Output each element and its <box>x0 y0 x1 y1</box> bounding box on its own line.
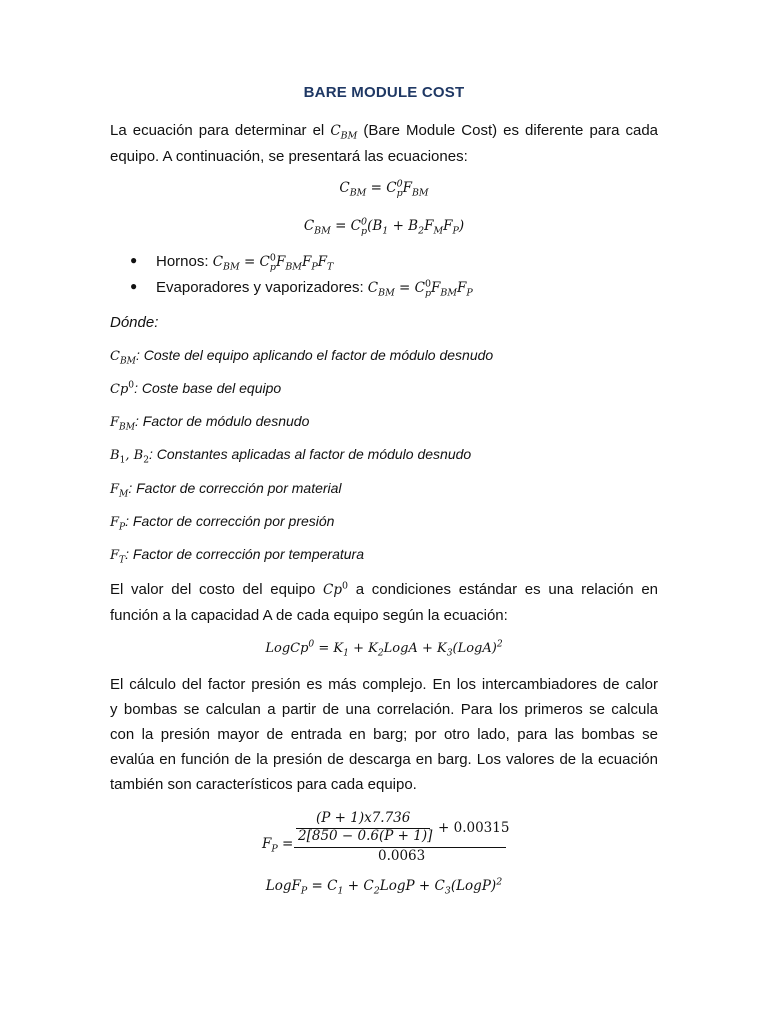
equation-fp-fraction <box>262 808 522 864</box>
equation-cbm-basic: $C_{BM} = C^0_pF_{BM}$ <box>339 178 429 199</box>
intro-line-2: equipo. A continuación, se presentará las ecuaciones: <box>110 148 468 165</box>
bullet-evaporadores: ● Evaporadores y vaporizadores: $C_{BM} = C^0_pF_{BM}F_P$ <box>130 278 473 299</box>
equation-evaporadores: $C_{BM} = C^0_pF_{BM}F_P$ <box>367 278 473 299</box>
paragraph-costo-equipo <box>110 577 658 628</box>
definition-ft: $F_T$: Factor de corrección por temperatura <box>110 546 364 566</box>
paragraph-3-line-3: con la presión mayor de entrada en barg; por otro lado, para las bombas se <box>110 726 658 743</box>
paragraph-2-line-2: función a la capacidad A de cada equipo según la ecuación: <box>110 607 508 624</box>
paragraph-3-line-2: y bombas se calculan a partir de una correlación. Para los primeros se calcula <box>110 701 658 718</box>
fraction-numerator-top: (P + 1)x7.736 <box>316 810 411 826</box>
bullet-hornos: ● Hornos: $C_{BM} = C^0_pF_{BM}F_PF_T$ <box>130 252 334 273</box>
definition-fbm: $F_{BM}$: Factor de módulo desnudo <box>110 413 310 433</box>
page-title: BARE MODULE COST <box>303 84 465 101</box>
definition-fp: $F_P$: Factor de corrección por presión <box>110 513 335 533</box>
paragraph-3-line-5: también son característicos para cada equipo. <box>110 776 417 793</box>
paragraph-3-line-4: evalúa en función de la presión de descarga en barg. Los valores de la ecuación <box>110 751 658 768</box>
cbm-symbol: $C_{BM}$ <box>330 123 358 142</box>
intro-line-1: La ecuación para determinar el $C_{BM}$ (Bare Module Cost) es diferente para cada <box>110 122 659 142</box>
fraction-plus-term: + 0.00315 <box>438 820 510 836</box>
definition-fm: $F_M$: Factor de corrección por material <box>110 480 342 500</box>
definition-cp0: Cp$^0$: Coste base del equipo <box>110 380 282 397</box>
paragraph-2-line-1: El valor del costo del equipo Cp$^0$ a condiciones estándar es una relación en <box>110 580 659 598</box>
paragraph-3-line-1: El cálculo del factor presión es más complejo. En los intercambiadores de calor <box>110 676 658 693</box>
intro-paragraph <box>110 118 658 169</box>
equation-log-fp: LogF$_P$ = $C_1$ + $C_2LogP$ + $C_3(LogP)^2$ <box>265 876 503 897</box>
definition-b1-b2: $B_1$, $B_2$: Constantes aplicadas al factor de módulo desnudo <box>110 446 472 466</box>
fraction-denominator: 0.0063 <box>378 848 426 864</box>
equation-cbm-b1b2: $C_{BM} = C^0_p(B_1 + B_2F_MF_P)$ <box>303 216 465 237</box>
definition-cbm: $C_{BM}$: Coste del equipo aplicando el factor de módulo desnudo <box>110 347 494 367</box>
paragraph-factor-presion <box>110 672 658 797</box>
fraction-numerator-denominator: 2[850 − 0.6(P + 1)] <box>298 828 433 844</box>
equation-log-cp0: LogCp$^0$ = $K_1$ + $K_2LogA$ + $K_3(LogA)^2$ <box>265 639 503 659</box>
equation-hornos: $C_{BM} = C^0_pF_{BM}F_PF_T$ <box>212 252 334 273</box>
donde-label: Dónde: <box>110 314 159 331</box>
fp-lhs: $F_P$ = <box>262 836 294 855</box>
